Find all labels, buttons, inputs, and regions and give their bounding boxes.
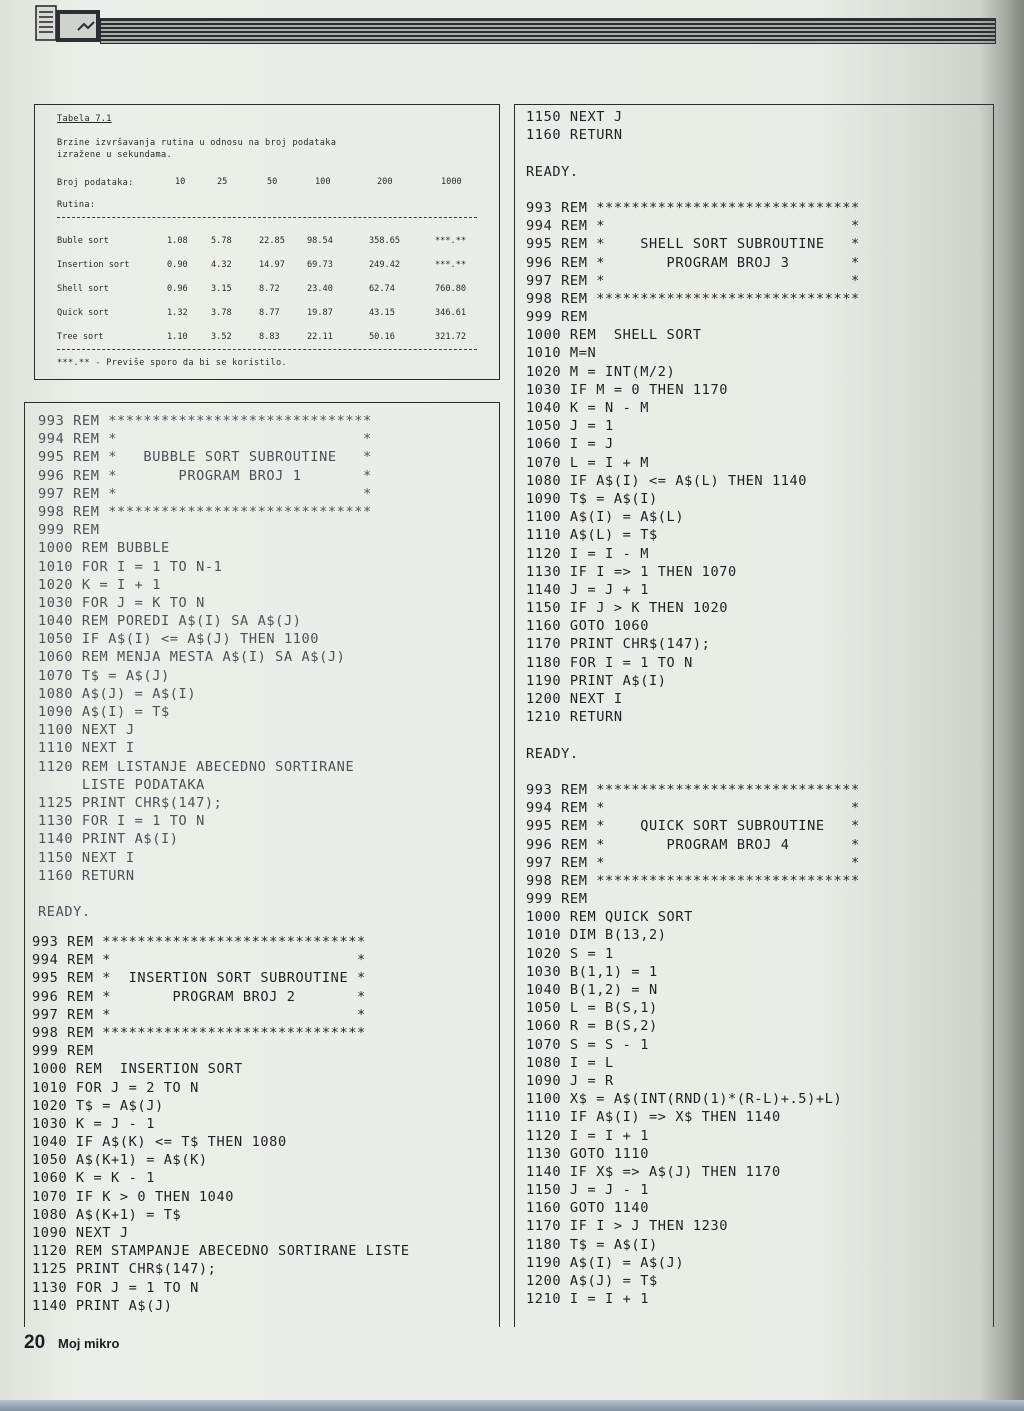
code-line: 993 REM ****************************** xyxy=(526,199,860,216)
table-cell: ***.** xyxy=(435,260,467,270)
code-line: 1050 A$(K+1) = A$(K) xyxy=(32,1152,208,1169)
code-line: 1010 DIM B(13,2) xyxy=(526,927,667,944)
table-cell: 1.08 xyxy=(167,236,188,246)
table-row-name: Shell sort xyxy=(57,284,109,294)
table-row-name: Quick sort xyxy=(57,308,109,318)
code-line: 1110 IF A$(I) => X$ THEN 1140 xyxy=(526,1109,781,1126)
page-number: 20 xyxy=(24,1332,46,1353)
code-line: 996 REM * PROGRAM BROJ 4 * xyxy=(526,836,860,853)
code-line xyxy=(526,144,860,162)
code-line: 1200 NEXT I xyxy=(526,691,623,707)
table-size-header: 100 xyxy=(315,177,331,187)
code-line: 1030 B(1,1) = 1 xyxy=(526,963,658,980)
table-cell: 14.97 xyxy=(259,260,285,270)
code-line: 1040 B(1,2) = N xyxy=(526,982,658,998)
code-line: LISTE PODATAKA xyxy=(38,776,205,793)
code-line: 1010 M=N xyxy=(526,345,597,362)
code-line xyxy=(38,885,372,903)
code-line: 1050 J = 1 xyxy=(526,418,614,435)
code-line: 994 REM * * xyxy=(526,218,860,235)
table-title: Tabela 7.1 xyxy=(57,114,112,124)
table-cell: 0.90 xyxy=(167,260,188,270)
code-line: 996 REM * PROGRAM BROJ 2 * xyxy=(32,988,366,1005)
code-line: 1020 K = I + 1 xyxy=(38,576,161,593)
code-line: 1190 A$(I) = A$(J) xyxy=(526,1254,685,1271)
table-cell: 19.87 xyxy=(307,308,333,318)
table-cell: 1.32 xyxy=(167,308,188,318)
code-line: 1210 I = I + 1 xyxy=(526,1291,649,1308)
code-line: 1140 PRINT A$(I) xyxy=(38,831,179,848)
code-line: READY. xyxy=(526,163,579,180)
code-line: 1140 IF X$ => A$(J) THEN 1170 xyxy=(526,1163,781,1180)
insertion-sort-listing xyxy=(32,933,410,1315)
code-line: 995 REM * INSERTION SORT SUBROUTINE * xyxy=(32,970,366,987)
code-line: 994 REM * * xyxy=(526,800,860,817)
table-row-name: Buble sort xyxy=(57,236,109,246)
table-cell: 8.77 xyxy=(259,308,280,318)
code-line: 1080 A$(K+1) = T$ xyxy=(32,1206,182,1223)
code-line: 1020 S = 1 xyxy=(526,945,614,962)
table-cell: 8.72 xyxy=(259,284,280,294)
code-line: 993 REM ****************************** xyxy=(38,413,372,429)
code-line: 1070 L = I + M xyxy=(526,454,649,471)
code-line: 1180 FOR I = 1 TO N xyxy=(526,654,693,671)
code-line: 1000 REM INSERTION SORT xyxy=(32,1061,243,1078)
table-footnote: ***.** - Previše sporo da bi se koristilo. xyxy=(57,358,287,368)
table-routine-label: Rutina: xyxy=(57,200,96,210)
code-line: 1150 J = J - 1 xyxy=(526,1182,649,1199)
table-divider xyxy=(57,349,477,350)
code-line: 1070 T$ = A$(J) xyxy=(38,667,170,684)
code-line: 1200 A$(J) = T$ xyxy=(526,1273,658,1289)
bottom-strip xyxy=(0,1400,1024,1411)
table-cell: 5.78 xyxy=(211,236,232,246)
code-line: 1130 FOR I = 1 TO N xyxy=(38,813,205,830)
code-line: 1170 PRINT CHR$(147); xyxy=(526,636,711,653)
table-cell: 760.80 xyxy=(435,284,467,294)
code-line: 1050 L = B(S,1) xyxy=(526,1000,658,1017)
code-line: 1000 REM BUBBLE xyxy=(38,540,170,557)
code-line: 1120 I = I + 1 xyxy=(526,1127,649,1144)
table-cell: 98.54 xyxy=(307,236,333,246)
table-cell: 0.96 xyxy=(167,284,188,294)
code-line: 999 REM xyxy=(38,522,100,539)
code-line: 998 REM ****************************** xyxy=(38,503,372,520)
code-line: 998 REM ****************************** xyxy=(32,1024,366,1041)
table-size-header: 10 xyxy=(175,177,186,187)
code-line xyxy=(526,763,860,781)
code-line: 1130 IF I => 1 THEN 1070 xyxy=(526,563,737,580)
code-line: 994 REM * * xyxy=(32,952,366,969)
code-line: READY. xyxy=(526,745,579,762)
code-line: 1100 NEXT J xyxy=(38,722,135,739)
code-line: 1160 RETURN xyxy=(38,867,135,884)
table-cell: 22.85 xyxy=(259,236,285,246)
code-line: 1160 GOTO 1060 xyxy=(526,618,649,635)
code-line: 1060 I = J xyxy=(526,436,614,453)
table-description: Brzine izvršavanja rutina u odnosu na broj podataka xyxy=(57,138,337,148)
code-line: 1120 I = I - M xyxy=(526,545,649,562)
code-line: 1040 REM POREDI A$(I) SA A$(J) xyxy=(38,613,302,630)
code-line: 999 REM xyxy=(526,309,588,326)
code-line: 997 REM * * xyxy=(526,854,860,871)
code-line: 1070 IF K > 0 THEN 1040 xyxy=(32,1188,235,1205)
code-line xyxy=(526,181,860,199)
table-size-header: 200 xyxy=(377,177,393,187)
code-line: 997 REM * * xyxy=(526,272,860,289)
code-line: 1020 M = INT(M/2) xyxy=(526,363,676,380)
table-cell: 3.52 xyxy=(211,332,232,342)
table-cell: ***.** xyxy=(435,236,467,246)
code-line: 1040 IF A$(K) <= T$ THEN 1080 xyxy=(32,1134,287,1151)
table-cell: 249.42 xyxy=(369,260,401,270)
code-line: 1160 RETURN xyxy=(526,127,623,144)
code-line: 1020 T$ = A$(J) xyxy=(32,1097,164,1114)
code-line: 998 REM ****************************** xyxy=(526,872,860,889)
shell-quick-sort-listing xyxy=(526,108,860,1308)
table-size-header: 1000 xyxy=(441,177,462,187)
bubble-sort-listing xyxy=(38,412,372,921)
code-line: 1080 A$(J) = A$(I) xyxy=(38,685,197,702)
code-line: 1070 S = S - 1 xyxy=(526,1036,649,1053)
code-line: 1080 IF A$(I) <= A$(L) THEN 1140 xyxy=(526,472,808,489)
table-divider xyxy=(57,217,477,218)
code-line: 1010 FOR I = 1 TO N-1 xyxy=(38,558,223,575)
table-cell: 69.73 xyxy=(307,260,333,270)
code-line: 1180 T$ = A$(I) xyxy=(526,1236,658,1253)
code-line: 1000 REM SHELL SORT xyxy=(526,327,702,344)
page-edge-shadow xyxy=(978,0,1024,1411)
table-cell: 62.74 xyxy=(369,284,395,294)
table-cell: 1.10 xyxy=(167,332,188,342)
code-line: 1090 NEXT J xyxy=(32,1225,129,1241)
table-size-header: 50 xyxy=(267,177,278,187)
table-header-label: Broj podataka: xyxy=(57,178,134,188)
table-row-name: Insertion sort xyxy=(57,260,130,270)
code-line: 997 REM * * xyxy=(32,1006,366,1023)
table-cell: 50.16 xyxy=(369,332,395,342)
table-cell: 23.40 xyxy=(307,284,333,294)
table-cell: 43.15 xyxy=(369,308,395,318)
code-line: 1150 IF J > K THEN 1020 xyxy=(526,600,729,617)
code-line: 1060 REM MENJA MESTA A$(I) SA A$(J) xyxy=(38,649,346,666)
code-line: 1110 A$(L) = T$ xyxy=(526,527,658,544)
code-line: 1010 FOR J = 2 TO N xyxy=(32,1079,199,1096)
code-line: 1000 REM QUICK SORT xyxy=(526,909,693,926)
code-line: 998 REM ****************************** xyxy=(526,290,860,307)
code-line: 1140 J = J + 1 xyxy=(526,581,649,598)
code-line: 1100 A$(I) = A$(L) xyxy=(526,509,685,526)
code-line: 996 REM * PROGRAM BROJ 3 * xyxy=(526,254,860,271)
table-size-header: 25 xyxy=(217,177,228,187)
code-line: 994 REM * * xyxy=(38,431,372,448)
code-line: 1210 RETURN xyxy=(526,709,623,726)
code-line: 1060 R = B(S,2) xyxy=(526,1018,658,1035)
code-line: 1190 PRINT A$(I) xyxy=(526,672,667,689)
code-line: 1030 FOR J = K TO N xyxy=(38,594,205,611)
code-line: 996 REM * PROGRAM BROJ 1 * xyxy=(38,467,372,484)
table-cell: 3.78 xyxy=(211,308,232,318)
code-line: 999 REM xyxy=(526,891,588,908)
code-line: READY. xyxy=(38,904,91,921)
table-cell: 321.72 xyxy=(435,332,467,342)
code-line: 1170 IF I > J THEN 1230 xyxy=(526,1218,729,1235)
code-line: 1125 PRINT CHR$(147); xyxy=(38,794,223,811)
code-line: 1040 K = N - M xyxy=(526,400,649,416)
code-line: 1160 GOTO 1140 xyxy=(526,1200,649,1217)
code-line: 1140 PRINT A$(J) xyxy=(32,1297,173,1314)
table-cell: 8.83 xyxy=(259,332,280,342)
table-row-name: Tree sort xyxy=(57,332,104,342)
code-line: 995 REM * QUICK SORT SUBROUTINE * xyxy=(526,818,860,835)
code-line xyxy=(526,726,860,744)
header-band xyxy=(100,18,996,44)
magazine-name: Moj mikro xyxy=(58,1336,120,1351)
code-line: 1100 X$ = A$(INT(RND(1)*(R-L)+.5)+L) xyxy=(526,1091,843,1108)
code-line: 1060 K = K - 1 xyxy=(32,1170,155,1187)
code-line: 1090 T$ = A$(I) xyxy=(526,490,658,507)
table-cell: 3.15 xyxy=(211,284,232,294)
code-line: 1150 NEXT I xyxy=(38,849,135,866)
table-description: izražene u sekundama. xyxy=(57,150,172,160)
table-cell: 358.65 xyxy=(369,236,401,246)
code-line: 1050 IF A$(I) <= A$(J) THEN 1100 xyxy=(38,631,320,648)
code-line: 1150 NEXT J xyxy=(526,109,623,125)
code-line: 995 REM * BUBBLE SORT SUBROUTINE * xyxy=(38,449,372,466)
code-line: 1090 A$(I) = T$ xyxy=(38,704,170,720)
table-cell: 4.32 xyxy=(211,260,232,270)
code-line: 1110 NEXT I xyxy=(38,740,135,757)
table-cell: 22.11 xyxy=(307,332,333,342)
code-line: 999 REM xyxy=(32,1043,94,1060)
code-line: 1030 IF M = 0 THEN 1170 xyxy=(526,381,729,398)
code-line: 1130 GOTO 1110 xyxy=(526,1145,649,1162)
table-cell: 346.61 xyxy=(435,308,467,318)
code-line: 1120 REM STAMPANJE ABECEDNO SORTIRANE LISTE xyxy=(32,1243,410,1260)
code-line: 993 REM ****************************** xyxy=(526,781,860,798)
speed-table xyxy=(34,104,500,380)
code-line: 1030 K = J - 1 xyxy=(32,1115,155,1132)
code-line: 1130 FOR J = 1 TO N xyxy=(32,1279,199,1296)
code-line: 1090 J = R xyxy=(526,1072,614,1089)
computer-logo-icon xyxy=(34,4,108,44)
code-line: 993 REM ****************************** xyxy=(32,934,366,950)
code-line: 995 REM * SHELL SORT SUBROUTINE * xyxy=(526,236,860,253)
code-line: 1120 REM LISTANJE ABECEDNO SORTIRANE xyxy=(38,758,355,775)
code-line: 1125 PRINT CHR$(147); xyxy=(32,1261,217,1278)
code-line: 997 REM * * xyxy=(38,485,372,502)
code-line: 1080 I = L xyxy=(526,1054,614,1071)
